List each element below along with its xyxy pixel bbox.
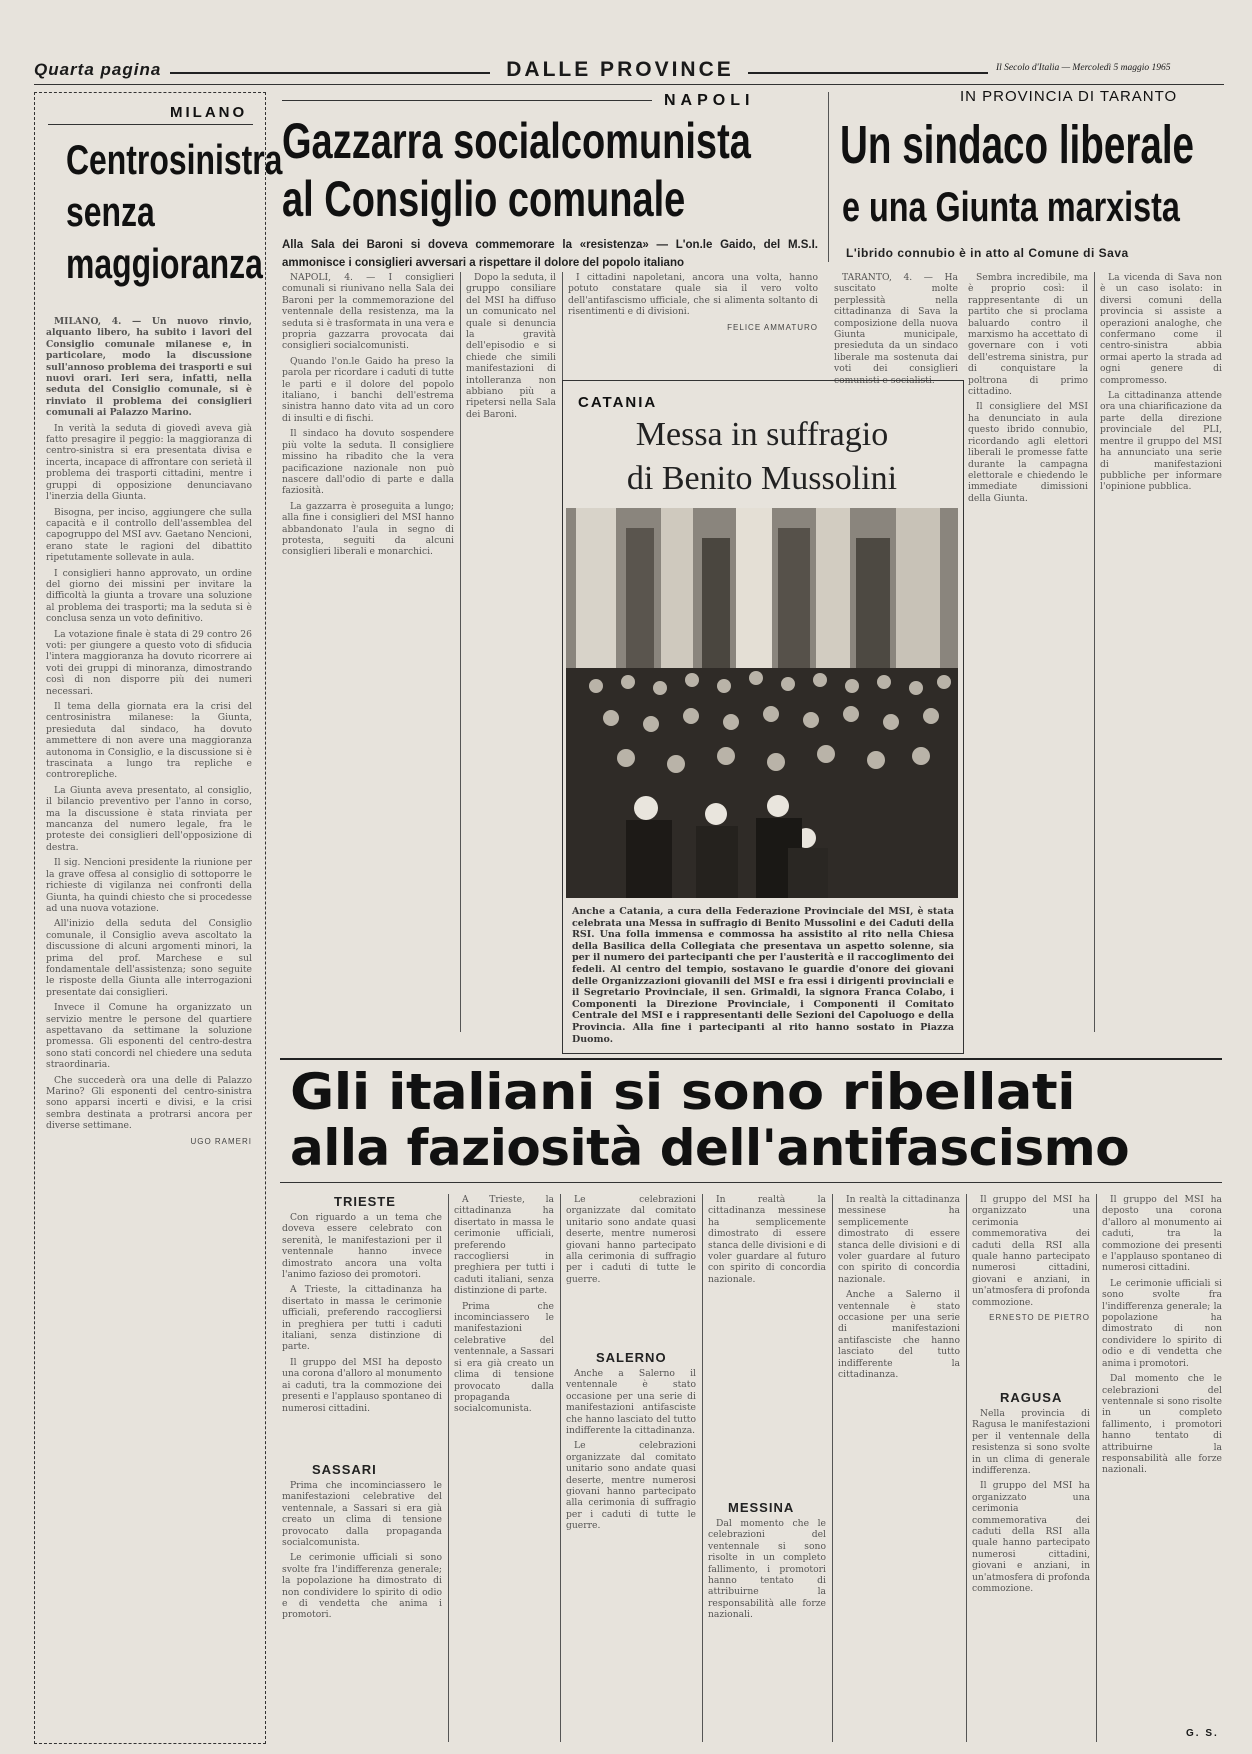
page-label: Quarta pagina bbox=[34, 60, 162, 79]
church-crowd-illustration bbox=[566, 508, 958, 898]
catania-headline-1: Messa in suffragio bbox=[635, 416, 889, 453]
napoli-city-tag: NAPOLI bbox=[664, 92, 755, 109]
napoli-signature: FELICE AMMATURO bbox=[727, 322, 818, 332]
ragusa-signature: ERNESTO DE PIETRO bbox=[989, 1313, 1090, 1323]
paragraph: Dopo la seduta, il gruppo consiliare del MSI ha diffuso un comunicato nel quale si denuncia la gravità dell'episodio e si chiede che simili manifestazioni di intolleranza non abbiano più a ripetersi nella Sala dei Baroni. bbox=[466, 272, 556, 420]
taranto-article-col1 bbox=[834, 272, 958, 386]
column-7-article bbox=[1102, 1194, 1222, 1724]
column-2-article bbox=[454, 1194, 554, 1742]
napoli-headline-2: al Consiglio comunale bbox=[282, 171, 686, 227]
bottom-headline-2: alla faziosità dell'antifascismo bbox=[290, 1119, 1130, 1177]
paragraph: Nella provincia di Ragusa le manifestazioni per il ventennale della resistenza si sono svolte in un clima di generale indifferenza. bbox=[972, 1408, 1090, 1477]
milano-city-tag: MILANO bbox=[170, 104, 248, 121]
paragraph: A Trieste, la cittadinanza ha disertato in massa le cerimonie ufficiali, preferendo raccogliersi in preghiera per tutti i caduti italiani, senza distinzione di parte. bbox=[454, 1194, 554, 1297]
column-6-article bbox=[972, 1194, 1090, 1384]
ragusa-city: RAGUSA bbox=[1000, 1390, 1063, 1405]
milano-article bbox=[46, 316, 252, 1726]
taranto-article-col2 bbox=[968, 272, 1088, 1032]
milano-lead: MILANO, 4. — Un nuovo rinvio, alquanto libero, ha subito i lavori del Consiglio comunale milanese e, in particolare, modo la discussione sull'annoso problema dei trasporti e sui nuovi orari. Ieri sera, infatti, nella seduta del Consiglio comunale, si è rinviato il problema dei consiglieri comunali ai Palazzo Marino. bbox=[46, 316, 252, 419]
paragraph: In realtà la cittadinanza messinese ha semplicemente dimostrato di essere stanca delle divisioni e di voler guardare al futuro con spirito di concordia nazionale. bbox=[838, 1194, 960, 1285]
paragraph: La gazzarra è proseguita a lungo; alla fine i consiglieri del MSI hanno abbandonato l'aula in segno di protesta, seguiti da alcuni consiglieri liberali e monarchici. bbox=[282, 500, 454, 558]
salerno-article bbox=[566, 1368, 696, 1742]
column-divider bbox=[832, 1194, 833, 1742]
paragraph: Dal momento che le celebrazioni del ventennale si sono risolte in un completo fallimento, i promotori hanno tentato di attribuirne la responsabilità alle forze nazionali. bbox=[1102, 1373, 1222, 1476]
salerno-city: SALERNO bbox=[596, 1350, 667, 1365]
masthead-rule-right bbox=[748, 72, 988, 74]
page-footer-initials: G. S. bbox=[1186, 1728, 1219, 1739]
paragraph: La cittadinanza attende ora una chiarificazione da parte della direzione provinciale del PLI, mentre il gruppo del MSI ha annunciato una serie di manifestazioni pubbliche per informare l'opinione pubblica. bbox=[1100, 390, 1222, 493]
paragraph: In verità la seduta di giovedì aveva già fatto presagire il peggio: la maggioranza di centro-sinistra si era presentata divisa e incerta, incapace di affrontare con serietà il problema dei trasporti cittadini, mentre i gruppi di opposizione denunciavano l'inerzia della Giunta. bbox=[46, 422, 252, 503]
masthead-rule-left bbox=[170, 72, 490, 74]
column-divider bbox=[1096, 1194, 1097, 1742]
milano-headline-2: senza bbox=[66, 188, 155, 235]
paragraph: Sembra incredibile, ma è proprio così: il rappresentante di un partito che si proclama baluardo contro il marxismo ha accettato di governare con i voti dell'estrema sinistra, pur di conquistare la poltrona di primo cittadino. bbox=[968, 272, 1088, 398]
catania-headline-2: di Benito Mussolini bbox=[626, 460, 898, 497]
banner-top-rule bbox=[280, 1058, 1222, 1060]
paragraph: Il gruppo del MSI ha deposto una corona d'alloro al monumento ai caduti, tra la commozione dei presenti e l'applauso spontaneo di numerosi cittadini. bbox=[282, 1356, 442, 1414]
napoli-taranto-divider bbox=[828, 92, 829, 262]
paragraph: Il consigliere del MSI ha denunciato in aula questo ibrido connubio, ricordando agli elettori liberali le promesse fatte durante la campagna elettorale e chiedendo le immediate dimissioni della Giunta. bbox=[968, 401, 1088, 504]
column-divider bbox=[460, 272, 461, 1032]
date-line: Il Secolo d'Italia — Mercoledì 5 maggio 1965 bbox=[996, 63, 1171, 73]
taranto-article-col3 bbox=[1100, 272, 1222, 1032]
taranto-subhead: L'ibrido connubio è in atto al Comune di Sava bbox=[846, 246, 1129, 260]
column-divider bbox=[966, 1194, 967, 1742]
paragraph: Il sig. Nencioni presidente la riunione per la grave offesa al consiglio di sottoporre le richieste di vigilanza nei confronti della Giunta, ha quindi chiesto che si procedesse ad una nuova votazione. bbox=[46, 857, 252, 914]
paragraph: La votazione finale è stata di 29 contro 26 voti: per giungere a questo voto di sfiducia l'intera maggioranza ha dovuto ricorrere ai voti dei gruppi di minoranza, dimostrando così di non disporre più dei numeri necessari. bbox=[46, 628, 252, 697]
paragraph: Quando l'on.le Gaido ha preso la parola per ricordare i caduti di tutte le parti e il dolore del popolo italiano, i banchi dell'estrema sinistra hanno dato vita ad un coro di insulti e di fischi. bbox=[282, 355, 454, 424]
paragraph: Che succederà ora una delle di Palazzo Marino? Gli esponenti del centro-sinistra sono apparsi incerti e divisi, e la crisi sembra destinata a protrarsi ancora per diverse settimane. bbox=[46, 1074, 252, 1132]
milano-headline-3: maggioranza bbox=[66, 240, 263, 287]
sassari-article bbox=[282, 1480, 442, 1742]
paragraph: Le celebrazioni organizzate dal comitato unitario sono andate quasi deserte, mentre numerosi giovani hanno partecipato alla cerimonia di suffragio per i caduti di tutte le guerre. bbox=[566, 1194, 696, 1285]
paragraph: La vicenda di Sava non è un caso isolato: in diversi comuni della provincia si assiste a operazioni analoghe, che confermano come il centro-sinistra abbia ormai aperto la strada ad ogni genere di compromesso. bbox=[1100, 272, 1222, 386]
paragraph: Le celebrazioni organizzate dal comitato unitario sono andate quasi deserte, mentre numerosi giovani hanno partecipato alla cerimonia di suffragio per i caduti di tutte le guerre. bbox=[566, 1440, 696, 1532]
paragraph: I consiglieri hanno approvato, un ordine del giorno dei missini per invitare la difficoltà la giunta a trovare una soluzione al problema dei trasporti; ma la seduta si è conclusa senza un voto definitivo. bbox=[46, 567, 252, 625]
paragraph: Il gruppo del MSI ha deposto una corona d'alloro al monumento ai caduti, tra la commozione dei presenti e l'applauso spontaneo di numerosi cittadini. bbox=[1102, 1194, 1222, 1274]
taranto-headline-1: Un sindaco liberale bbox=[840, 115, 1195, 175]
paragraph: In realtà la cittadinanza messinese ha semplicemente dimostrato di essere stanca delle divisioni e di voler guardare al futuro con spirito di concordia nazionale. bbox=[708, 1194, 826, 1285]
paragraph: I cittadini napoletani, ancora una volta, hanno potuto constatare quale sia il vero volto dell'antifascismo ufficiale, che si alimenta soltanto di risentimenti e di divisioni. bbox=[568, 272, 818, 318]
paragraph: Il tema della giornata era la crisi del centrosinistra milanese: la Giunta, presieduta dal sindaco, ha dovuto ammettere di non avere una maggioranza autonoma in Consiglio, e la discussione si è trascinata a lungo tra repliche e controrepliche. bbox=[46, 701, 252, 781]
column-divider bbox=[702, 1194, 703, 1742]
napoli-subhead: Alla Sala dei Baroni si doveva commemorare la «resistenza» — L'on.le Gaido, del M.S.I. ammonisce i consiglieri avversari a rispettare il dolore del popolo italiano bbox=[282, 239, 818, 269]
milano-tag-rule bbox=[48, 124, 253, 125]
napoli-article-col3 bbox=[568, 272, 818, 372]
paragraph: All'inizio della seduta del Consiglio comunale, il Consiglio aveva ascoltato la discussione di alcuni argomenti minori, la prima del prof. Marchese e sul fondamentale dell'assistenza; sono seguite le risposte della Giunta alle interrogazioni presentate dai consiglieri. bbox=[46, 918, 252, 998]
paragraph: La Giunta aveva presentato, al consiglio, il bilancio preventivo per l'anno in corso, ma la discussione è stata rinviata per mancanza del numero legale, fra le proteste dei consiglieri dell'opposizione di destra. bbox=[46, 784, 252, 853]
milano-signature: UGO RAMERI bbox=[190, 1136, 252, 1146]
column-5-article bbox=[838, 1194, 960, 1742]
messina-article bbox=[708, 1518, 826, 1742]
paragraph: NAPOLI, 4. — I consiglieri comunali si riunivano nella Sala dei Baroni per la commemorazione del ventennale della resistenza, ma la seduta si è trasformata in una vera e propria gazzarra provocata dai consiglieri socialcomunisti. bbox=[282, 272, 454, 352]
banner-bottom-rule bbox=[280, 1182, 1222, 1183]
paragraph: Anche a Salerno il ventennale è stato occasione per una serie di manifestazioni antifasciste che hanno lasciato del tutto indifferente la cittadinanza. bbox=[838, 1289, 960, 1381]
trieste-city: TRIESTE bbox=[334, 1194, 396, 1209]
bottom-headline-1: Gli italiani si sono ribellati bbox=[290, 1063, 1076, 1121]
masthead-rule-bottom bbox=[34, 84, 1224, 85]
paragraph: TARANTO, 4. — Ha suscitato molte perplessità nella cittadinanza di Sava la composizione della nuova Giunta municipale, presieduta da un sindaco liberale ma sostenuta dai voti dei consiglieri comunisti e socialisti. bbox=[834, 272, 958, 386]
paragraph: Anche a Salerno il ventennale è stato occasione per una serie di manifestazioni antifasciste che hanno lasciato del tutto indifferente la cittadinanza. bbox=[566, 1368, 696, 1437]
paragraph: Prima che incominciassero le manifestazioni celebrative del ventennale, a Sassari si era già creato un clima di tensione provocato dalla propaganda socialcomunista. bbox=[454, 1300, 554, 1415]
paragraph: Bisogna, per inciso, aggiungere che sulla capacità e il controllo dell'assemblea del capogruppo del MSI avv. Gaetano Nencioni, erano state le ragioni del dibattito ripetutamente sollevate in aula. bbox=[46, 506, 252, 564]
column-divider bbox=[448, 1194, 449, 1742]
paragraph: Dal momento che le celebrazioni del ventennale si sono risolte in un completo fallimento, i promotori hanno tentato di attribuirne la responsabilità alle forze nazionali. bbox=[708, 1518, 826, 1621]
napoli-article-col2 bbox=[466, 272, 556, 1032]
milano-headline-1: Centrosinistra bbox=[66, 136, 283, 183]
paragraph: Il gruppo del MSI ha organizzato una cerimonia commemorativa dei caduti della RSI alla quale hanno partecipato numerosi cittadini, giovani e anziani, in un'atmosfera di profonda commozione. bbox=[972, 1194, 1090, 1308]
paragraph: A Trieste, la cittadinanza ha disertato in massa le cerimonie ufficiali, preferendo raccogliersi in preghiera per tutti i caduti italiani, senza distinzione di parte. bbox=[282, 1284, 442, 1353]
paragraph: Con riguardo a un tema che doveva essere celebrato con serenità, le manifestazioni per il ventennale hanno invece dimostrato ancora una volta l'animo fazioso dei promotori. bbox=[282, 1212, 442, 1281]
trieste-article bbox=[282, 1212, 442, 1452]
paragraph: Le cerimonie ufficiali si sono svolte fra l'indifferenza generale; la popolazione ha dimostrato di non condividere lo spirito di odio e di vendetta che anima i promotori. bbox=[282, 1552, 442, 1621]
napoli-headline-1: Gazzarra socialcomunista bbox=[282, 113, 751, 169]
paragraph: Il gruppo del MSI ha organizzato una cerimonia commemorativa dei caduti della RSI alla quale hanno partecipato numerosi cittadini, giovani e anziani, in un'atmosfera di profonda commozione. bbox=[972, 1480, 1090, 1595]
sassari-city: SASSARI bbox=[312, 1462, 377, 1477]
taranto-province-tag: IN PROVINCIA DI TARANTO bbox=[960, 88, 1178, 105]
paragraph: Prima che incominciassero le manifestazioni celebrative del ventennale, a Sassari si era già creato un clima di tensione provocato dalla propaganda socialcomunista. bbox=[282, 1480, 442, 1549]
catania-photo bbox=[566, 508, 958, 898]
paragraph: Invece il Comune ha organizzato un servizio mentre le persone del quartiere aspettavano da settimane la soluzione promessa. Gli esponenti del centro-destra sono stati concordi nel chiedere una seduta straordinaria. bbox=[46, 1002, 252, 1071]
catania-caption: Anche a Catania, a cura della Federazione Provinciale del MSI, è stata celebrata una Messa in suffragio di Benito Mussolini e dei Caduti della RSI. Una folla immensa e commossa ha assistito al rito nella Chiesa della Basilica della Collegiata che presentava un aspetto solenne, sia per il numero dei partecipanti che per l'austerità e il raccoglimento dei fedeli. Al centro del tempio, sostavano le guardie d'onore dei giovani delle Organizzazioni giovanili del MSI e fra essi i dirigenti provinciali e il Segretario Provinciale, il sen. Grimaldi, la signora Franca Colabo, i Componenti la Direzione Provinciale, i Componenti il Comitato Centrale del MSI e i rappresentanti delle Sezioni del Capoluogo e della Provincia. Alla fine i partecipanti al rito hanno sostato in Piazza Duomo. bbox=[572, 906, 954, 1045]
catania-city-tag: CATANIA bbox=[578, 394, 658, 411]
column-4-article bbox=[708, 1194, 826, 1496]
napoli-tag-rule bbox=[282, 100, 652, 101]
napoli-article-col1 bbox=[282, 272, 454, 1032]
column-divider bbox=[1094, 272, 1095, 1032]
section-title: DALLE PROVINCE bbox=[506, 58, 734, 81]
column-3-article bbox=[566, 1194, 696, 1344]
column-divider bbox=[560, 1194, 561, 1742]
column-divider bbox=[562, 272, 563, 382]
ragusa-article bbox=[972, 1408, 1090, 1742]
paragraph: Il sindaco ha dovuto sospendere più volte la seduta. Il consigliere missino ha ribadito che la vera pacificazione nazionale non può nascere dall'odio di parte e dalla faziosità. bbox=[282, 428, 454, 497]
paragraph: Le cerimonie ufficiali si sono svolte fra l'indifferenza generale; la popolazione ha dimostrato di non condividere lo spirito di odio e di vendetta che anima i promotori. bbox=[1102, 1277, 1222, 1369]
taranto-headline-2: e una Giunta marxista bbox=[842, 183, 1180, 230]
messina-city: MESSINA bbox=[728, 1500, 795, 1515]
